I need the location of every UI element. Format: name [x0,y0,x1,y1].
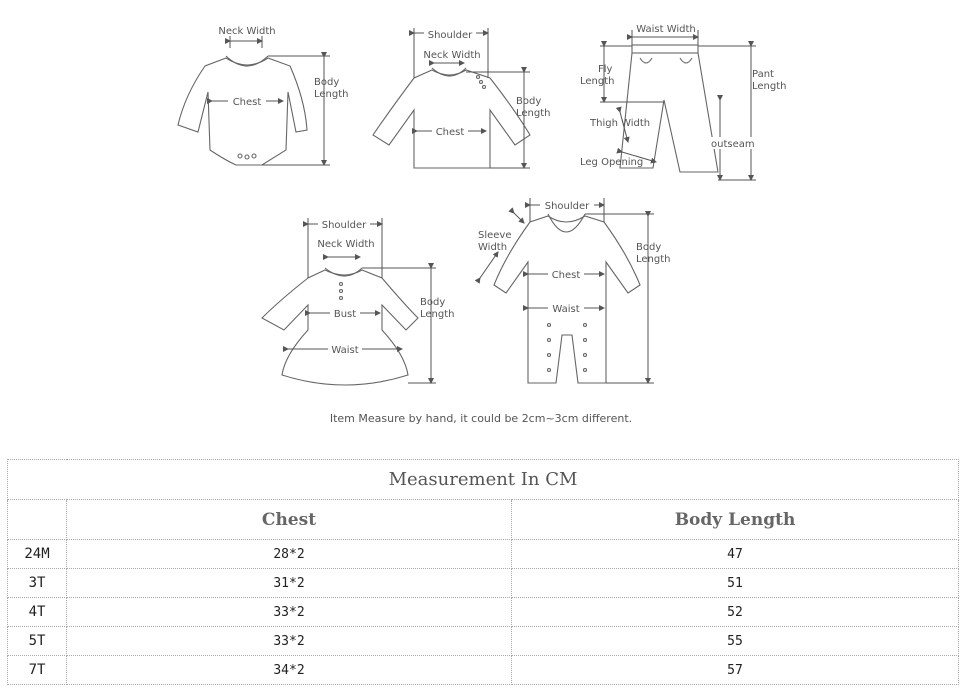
romper-chest-label: Chest [551,270,581,281]
body-length-cell: 57 [512,656,959,685]
table-row [8,598,959,627]
size-cell: 4T [8,598,67,627]
pants-pant-length-label: Pant Length [752,69,787,92]
chest-cell: 33*2 [67,627,512,656]
size-cell: 7T [8,656,67,685]
bodysuit-diagram [178,26,349,165]
shirt-neck-width-label: Neck Width [423,50,481,61]
table-row [8,656,959,685]
header-size [8,500,67,540]
body-length-cell: 47 [512,540,959,569]
bodysuit-body-length-label: Body Length [314,77,349,100]
table-row [8,627,959,656]
pants-fly-length-label: Fly Length [580,64,615,87]
shirt-shoulder-label: Shoulder [427,30,473,41]
size-cell: 5T [8,627,67,656]
romper-shoulder-label: Shoulder [544,201,590,212]
table-title: Measurement In CM [8,460,959,500]
pants-diagram [580,24,787,180]
size-table [7,459,959,685]
header-body-length: Body Length [512,500,959,540]
shirt-chest-label: Chest [435,127,465,138]
romper-sleeve-width-label: Sleeve Width [478,230,512,253]
romper-body-length-label: Body Length [636,242,671,265]
bodysuit-chest-label: Chest [232,97,262,108]
table-row [8,569,959,598]
pants-waist-width-label: Waist Width [636,24,696,35]
chest-cell: 28*2 [67,540,512,569]
dress-neck-width-label: Neck Width [317,239,375,250]
dress-shoulder-label: Shoulder [321,220,367,231]
dress-bust-label: Bust [333,309,357,320]
size-cell: 24M [8,540,67,569]
shirt-diagram [373,28,551,168]
dress-waist-label: Waist [331,345,359,356]
body-length-cell: 55 [512,627,959,656]
pants-leg-opening-label: Leg Opening [580,157,644,168]
romper-snaps [548,324,587,372]
chest-cell: 31*2 [67,569,512,598]
table-header-row [8,500,959,540]
chest-cell: 33*2 [67,598,512,627]
pants-thigh-width-label: Thigh Width [590,118,651,129]
romper-waist-label: Waist [552,304,580,315]
dress-diagram [262,218,455,385]
romper-diagram [478,198,671,383]
size-cell: 3T [8,569,67,598]
header-chest: Chest [67,500,512,540]
body-length-cell: 52 [512,598,959,627]
measurement-note: Item Measure by hand, it could be 2cm~3cm different. [329,412,633,425]
chest-cell: 34*2 [67,656,512,685]
body-length-cell: 51 [512,569,959,598]
pants-outseam-label: outseam [711,139,755,150]
dress-body-length-label: Body Length [420,297,455,320]
bodysuit-neck-width-label: Neck Width [218,26,276,37]
shirt-body-length-label: Body Length [516,96,551,119]
table-row [8,540,959,569]
